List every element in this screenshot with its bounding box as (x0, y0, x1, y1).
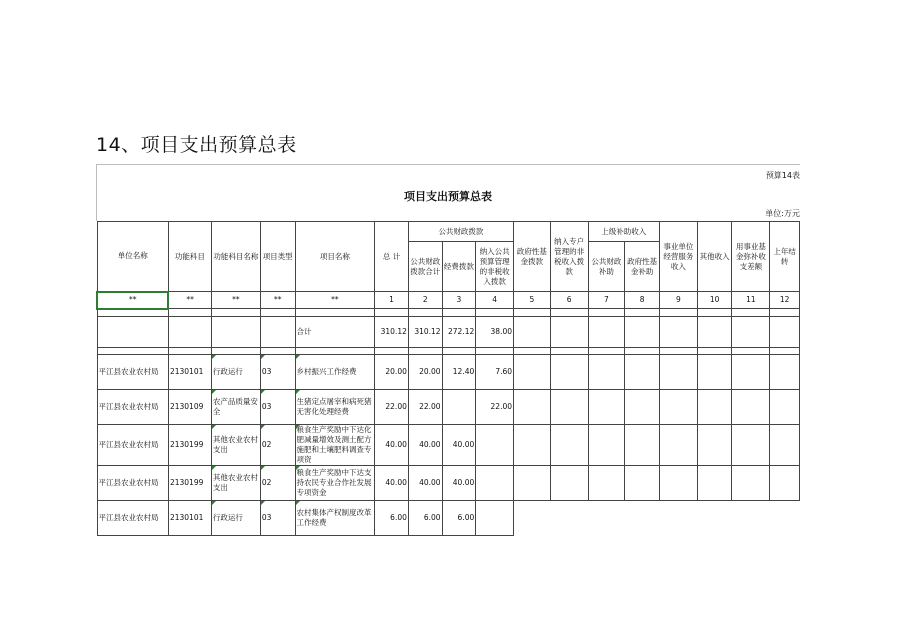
cell[interactable] (697, 347, 732, 354)
index-cell[interactable]: 4 (476, 292, 514, 309)
table-title: 项目支出预算总表 (404, 190, 492, 203)
header-other-income: 其他收入 (697, 222, 732, 292)
index-cell[interactable]: 2 (408, 292, 442, 309)
cell[interactable] (732, 354, 770, 389)
blank-row (97, 347, 800, 354)
cell[interactable] (588, 465, 625, 500)
row-unit[interactable]: 平江县农业农村局 (97, 354, 168, 389)
cell[interactable] (375, 347, 409, 354)
cell[interactable] (408, 347, 442, 354)
index-cell[interactable]: 6 (550, 292, 588, 309)
cell[interactable] (550, 316, 588, 347)
cell[interactable] (659, 316, 697, 347)
index-cell[interactable]: 3 (442, 292, 476, 309)
row-included[interactable]: 22.00 (476, 389, 514, 424)
cell[interactable] (168, 316, 211, 347)
cell[interactable] (550, 389, 588, 424)
index-row (97, 292, 800, 309)
row-type[interactable]: 03 (260, 500, 295, 535)
sheet-code: 预算14表 (765, 171, 800, 180)
cell[interactable] (770, 389, 800, 424)
cell[interactable] (770, 465, 800, 500)
header-upper-subsidy: 上级补助收入 (588, 222, 659, 242)
header-public-finance: 公共财政拨款 (408, 222, 513, 242)
cell[interactable] (442, 347, 476, 354)
cell[interactable] (211, 316, 260, 347)
index-cell[interactable]: 1 (375, 292, 409, 309)
row-total[interactable]: 40.00 (375, 465, 409, 500)
cell[interactable] (97, 347, 168, 354)
row-name[interactable]: 生猪定点屠宰和病死猪无害化处理经费 (295, 389, 375, 424)
index-cell[interactable]: ** (260, 292, 295, 309)
row-operating[interactable] (442, 389, 476, 424)
cell[interactable] (697, 309, 732, 317)
row-unit[interactable]: 平江县农业农村局 (97, 424, 168, 465)
header-service-income: 事业单位经营服务收入 (659, 222, 697, 292)
cell[interactable] (588, 316, 625, 347)
header-total: 总 计 (375, 222, 409, 292)
cell[interactable] (625, 465, 660, 500)
row-included[interactable] (476, 465, 514, 500)
page-heading: 14、项目支出预算总表 (96, 134, 297, 156)
total-included[interactable]: 38.00 (476, 316, 514, 347)
row-code[interactable]: 2130101 (168, 500, 211, 535)
cell[interactable] (770, 347, 800, 354)
cell[interactable] (659, 389, 697, 424)
cell[interactable] (514, 347, 551, 354)
cell[interactable] (211, 347, 260, 354)
cell[interactable] (588, 389, 625, 424)
header-proj-name: 项目名称 (295, 222, 375, 292)
header-gov-fund-subsidy: 政府性基金补助 (625, 242, 660, 292)
cell[interactable] (588, 354, 625, 389)
row-code[interactable]: 2130199 (168, 424, 211, 465)
cell[interactable] (514, 424, 551, 465)
row-func[interactable]: 行政运行 (211, 354, 260, 389)
row-operating[interactable]: 40.00 (442, 465, 476, 500)
cell[interactable] (550, 424, 588, 465)
row-total[interactable]: 22.00 (375, 389, 409, 424)
row-name[interactable]: 农村集体产权制度改革工作经费 (295, 500, 375, 535)
cell[interactable] (97, 316, 168, 347)
row-unit[interactable]: 平江县农业农村局 (97, 389, 168, 424)
header-included: 纳入公共预算管理的非税收入拨款 (476, 242, 514, 292)
cell[interactable] (476, 309, 514, 317)
budget-table (96, 221, 800, 536)
row-code[interactable]: 2130101 (168, 354, 211, 389)
cell[interactable] (625, 347, 660, 354)
sheet-top-border (96, 164, 800, 165)
cell[interactable] (550, 465, 588, 500)
cell[interactable] (732, 316, 770, 347)
cell[interactable] (550, 347, 588, 354)
cell[interactable] (659, 354, 697, 389)
table-row (97, 354, 800, 389)
index-cell[interactable]: 11 (732, 292, 770, 309)
row-included[interactable] (476, 500, 514, 535)
header-special-account: 纳入专户管理的非税收入拨款 (550, 222, 588, 292)
index-cell[interactable]: 5 (514, 292, 551, 309)
cell[interactable] (732, 465, 770, 500)
row-pf-subtotal[interactable]: 22.00 (408, 389, 442, 424)
row-name[interactable]: 粮食生产奖励中下达支持农民专业合作社发展专项资金 (295, 465, 375, 500)
row-func[interactable]: 其他农业农村支出 (211, 465, 260, 500)
cell[interactable] (211, 309, 260, 317)
header-fund-balance: 用事业基金弥补收支差额 (732, 222, 770, 292)
cell[interactable] (476, 347, 514, 354)
table-row (97, 465, 800, 500)
total-pf-subtotal[interactable]: 310.12 (408, 316, 442, 347)
row-operating[interactable]: 12.40 (442, 354, 476, 389)
index-cell[interactable]: 10 (697, 292, 732, 309)
index-cell[interactable]: ** (211, 292, 260, 309)
cell[interactable] (625, 316, 660, 347)
row-pf-subtotal[interactable]: 20.00 (408, 354, 442, 389)
row-pf-subtotal[interactable]: 6.00 (408, 500, 442, 535)
total-label[interactable]: 合计 (295, 316, 375, 347)
unit-label: 单位:万元 (765, 209, 800, 218)
cell[interactable] (588, 347, 625, 354)
cell[interactable] (732, 424, 770, 465)
row-included[interactable] (476, 424, 514, 465)
row-type[interactable]: 02 (260, 424, 295, 465)
header-proj-type: 项目类型 (260, 222, 295, 292)
row-total[interactable]: 6.00 (375, 500, 409, 535)
cell[interactable] (168, 309, 211, 317)
cell[interactable] (697, 389, 732, 424)
total-sum[interactable]: 310.12 (375, 316, 409, 347)
header-carry-over: 上年结转 (770, 222, 800, 292)
cell[interactable] (697, 316, 732, 347)
cell[interactable] (659, 347, 697, 354)
row-name[interactable]: 乡村振兴工作经费 (295, 354, 375, 389)
row-code[interactable]: 2130199 (168, 465, 211, 500)
cell[interactable] (550, 354, 588, 389)
table-row (97, 500, 800, 535)
row-name[interactable]: 粮食生产奖励中下达化肥减量增效及测土配方施肥和土壤肥料调查专项资 (295, 424, 375, 465)
cell[interactable] (732, 389, 770, 424)
cell[interactable] (442, 309, 476, 317)
header-pub-subsidy: 公共财政补助 (588, 242, 625, 292)
blank-row (97, 309, 800, 317)
cell[interactable] (770, 316, 800, 347)
row-operating[interactable]: 40.00 (442, 424, 476, 465)
cell[interactable] (697, 465, 732, 500)
cell[interactable] (625, 354, 660, 389)
cell[interactable] (295, 347, 375, 354)
row-code[interactable]: 2130109 (168, 389, 211, 424)
index-cell[interactable]: ** (97, 292, 168, 309)
row-type[interactable]: 03 (260, 354, 295, 389)
header-pf-subtotal: 公共财政拨款合计 (408, 242, 442, 292)
cell[interactable] (514, 389, 551, 424)
cell[interactable] (659, 424, 697, 465)
header-unit-name: 单位名称 (97, 222, 168, 292)
cell[interactable] (770, 354, 800, 389)
row-included[interactable]: 7.60 (476, 354, 514, 389)
row-func[interactable]: 行政运行 (211, 500, 260, 535)
row-func[interactable]: 其他农业农村支出 (211, 424, 260, 465)
index-cell[interactable]: 8 (625, 292, 660, 309)
cell[interactable] (375, 309, 409, 317)
table-row (97, 424, 800, 465)
cell[interactable] (514, 354, 551, 389)
cell[interactable] (625, 389, 660, 424)
table-row (97, 389, 800, 424)
row-type[interactable]: 03 (260, 389, 295, 424)
cell[interactable] (408, 309, 442, 317)
header-func-code: 功能科目 (168, 222, 211, 292)
cell[interactable] (659, 465, 697, 500)
index-cell[interactable]: 7 (588, 292, 625, 309)
cell[interactable] (514, 309, 551, 317)
index-cell[interactable]: ** (295, 292, 375, 309)
cell[interactable] (514, 465, 551, 500)
cell[interactable] (260, 316, 295, 347)
cell[interactable] (168, 347, 211, 354)
cell[interactable] (732, 309, 770, 317)
cell[interactable] (588, 309, 625, 317)
total-row (97, 316, 800, 347)
cell[interactable] (732, 347, 770, 354)
cell[interactable] (659, 309, 697, 317)
cell[interactable] (625, 424, 660, 465)
cell[interactable] (697, 424, 732, 465)
header-func-name: 功能科目名称 (211, 222, 260, 292)
cell[interactable] (625, 309, 660, 317)
total-operating[interactable]: 272.12 (442, 316, 476, 347)
header-gov-fund: 政府性基金拨款 (514, 222, 551, 292)
row-unit[interactable]: 平江县农业农村局 (97, 465, 168, 500)
row-unit[interactable]: 平江县农业农村局 (97, 500, 168, 535)
row-total[interactable]: 20.00 (375, 354, 409, 389)
cell[interactable] (295, 309, 375, 317)
cell[interactable] (97, 309, 168, 317)
cell[interactable] (514, 316, 551, 347)
row-type[interactable]: 02 (260, 465, 295, 500)
cell[interactable] (260, 347, 295, 354)
header-operating: 经费拨款 (442, 242, 476, 292)
row-operating[interactable]: 6.00 (442, 500, 476, 535)
cell[interactable] (770, 424, 800, 465)
index-cell[interactable]: 9 (659, 292, 697, 309)
row-pf-subtotal[interactable]: 40.00 (408, 424, 442, 465)
cell[interactable] (260, 309, 295, 317)
index-cell[interactable]: ** (168, 292, 211, 309)
cell[interactable] (770, 309, 800, 317)
index-cell[interactable]: 12 (770, 292, 800, 309)
row-total[interactable]: 40.00 (375, 424, 409, 465)
row-func[interactable]: 农产品质量安全 (211, 389, 260, 424)
row-pf-subtotal[interactable]: 40.00 (408, 465, 442, 500)
cell[interactable] (550, 309, 588, 317)
cell[interactable] (588, 424, 625, 465)
cell[interactable] (697, 354, 732, 389)
